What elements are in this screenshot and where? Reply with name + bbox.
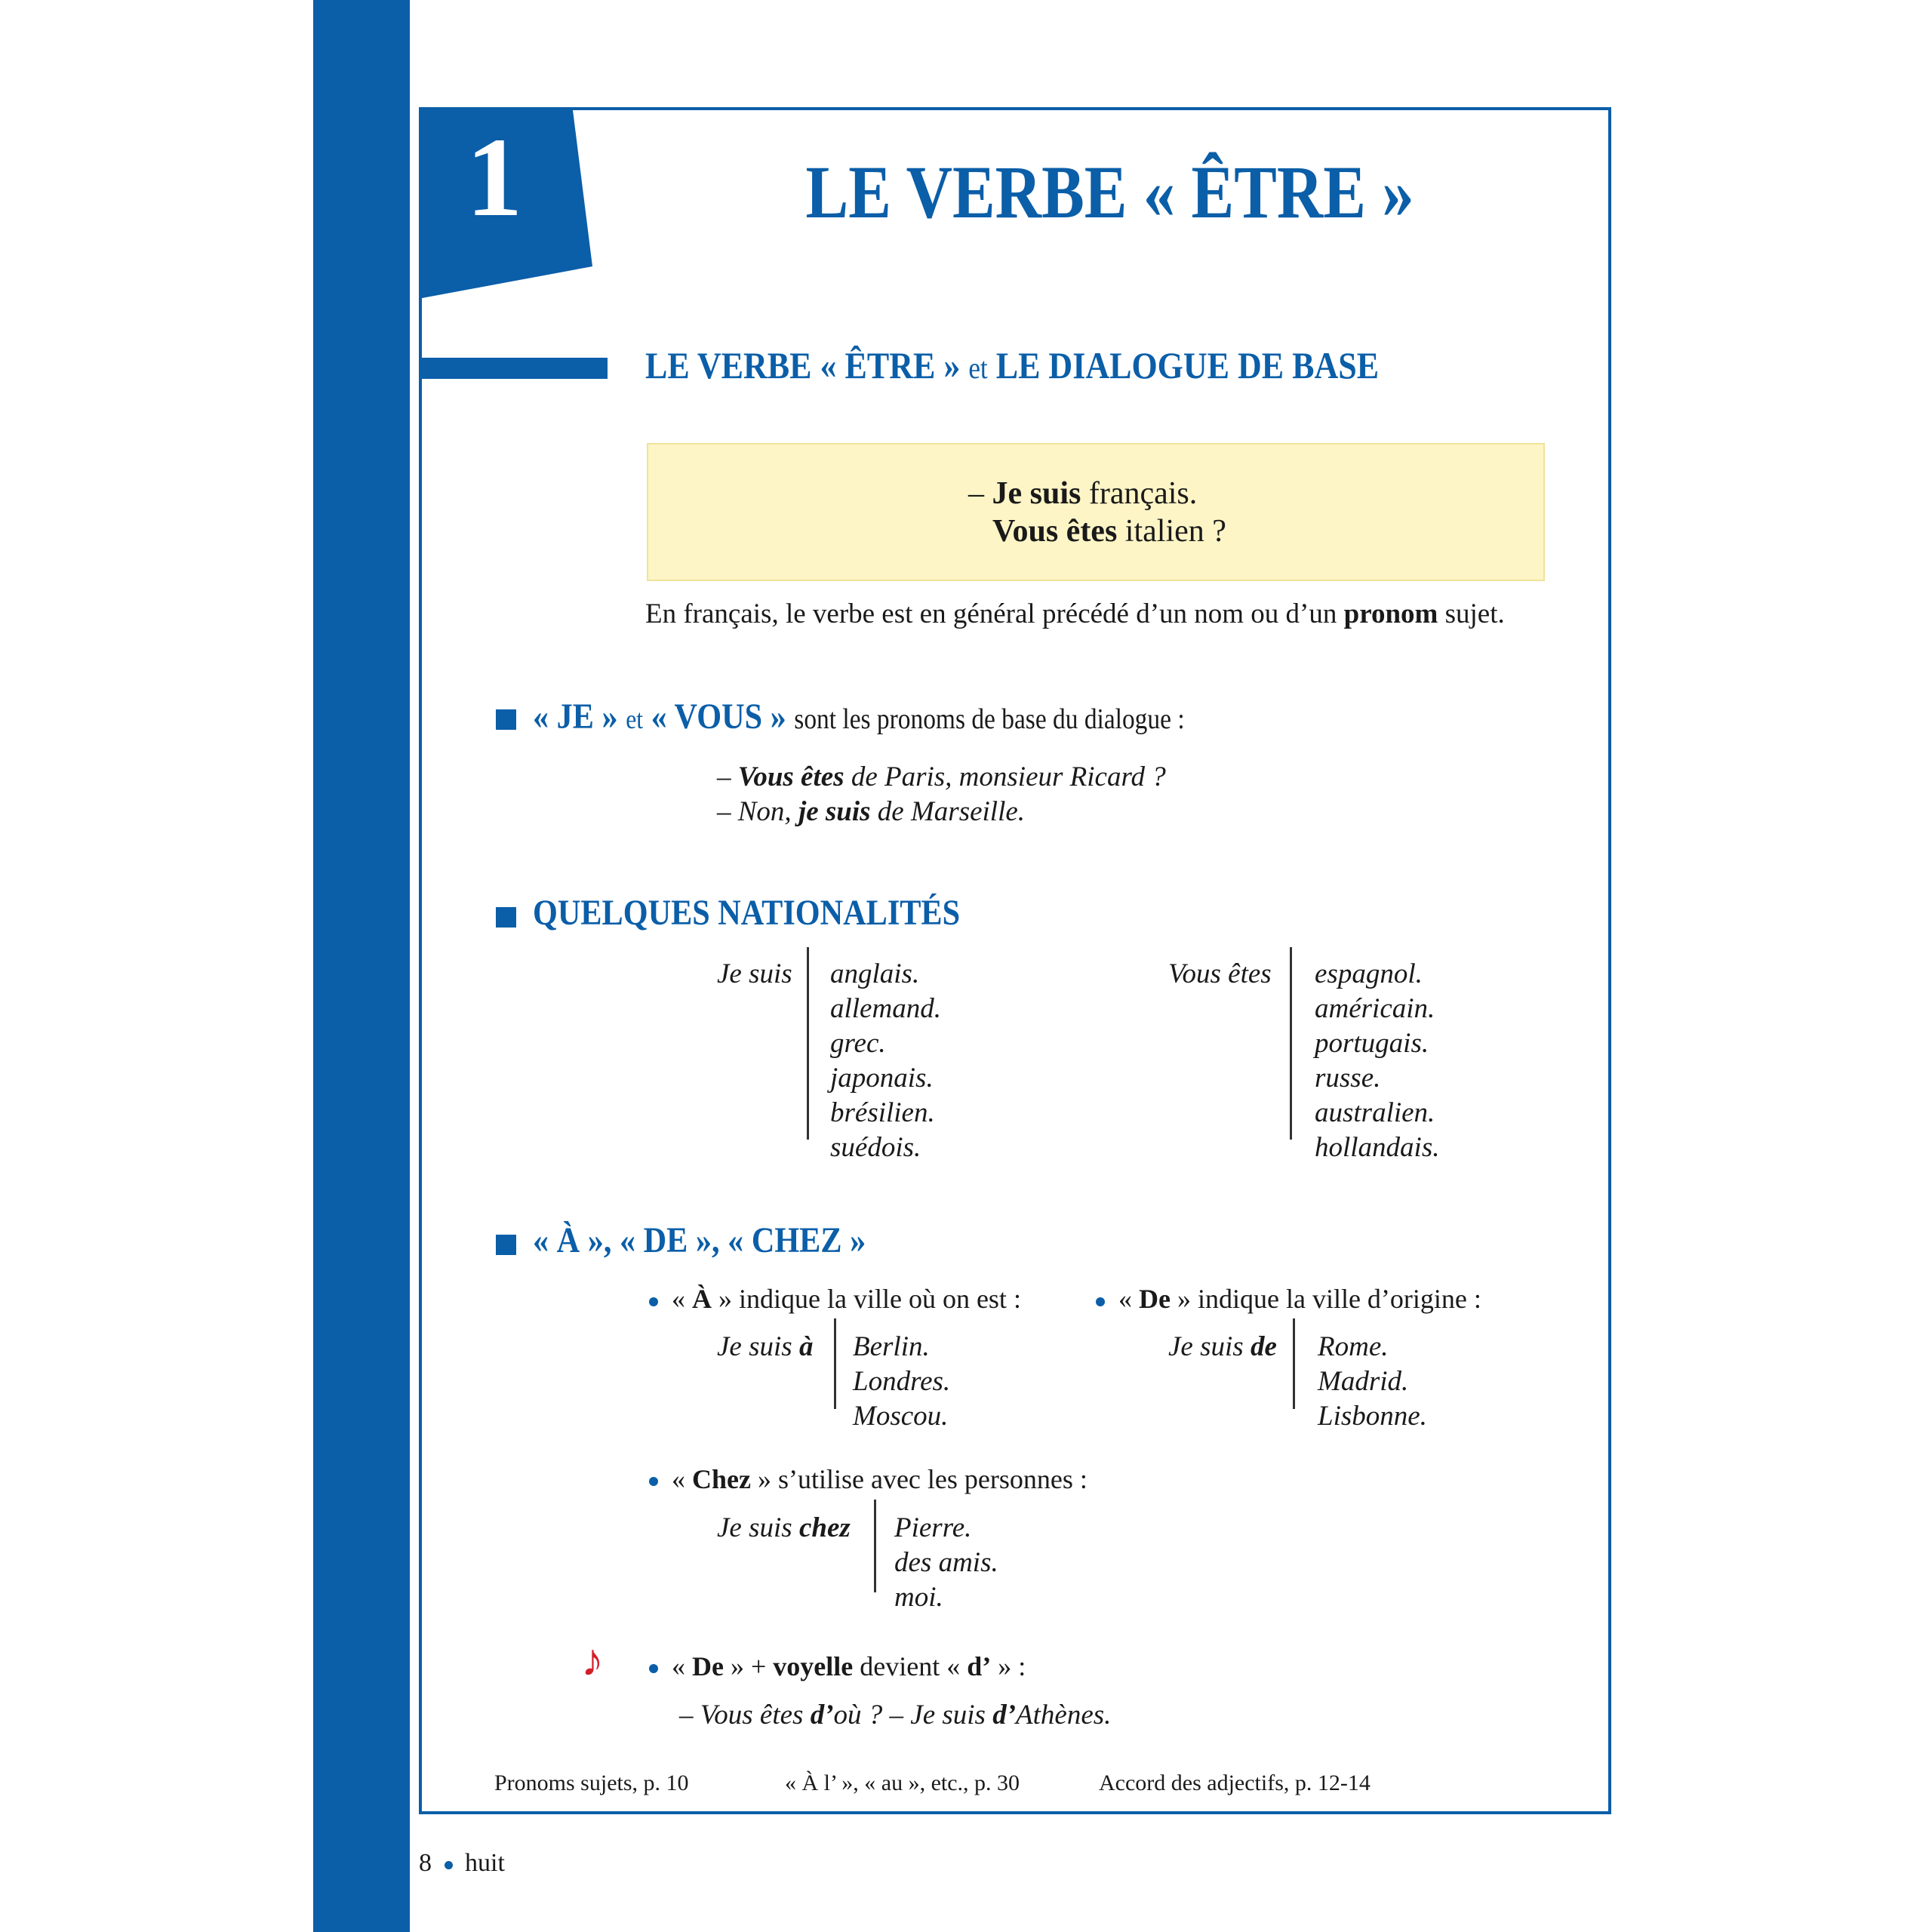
bullet-square: [496, 907, 516, 928]
de-list: [1318, 1330, 1427, 1434]
je-vous-example-2: – Non, je suis de Marseille.: [717, 796, 1026, 827]
je-vous-example-1: – Vous êtes de Paris, monsieur Ricard ?: [717, 761, 1166, 792]
chez-rule: « Chez » s’utilise avec les personnes :: [672, 1464, 1088, 1494]
list-item: grec.: [830, 1028, 886, 1059]
footer-ref-pronoms: Pronoms sujets, p. 10: [494, 1770, 689, 1795]
list-item: brésilien.: [830, 1097, 935, 1128]
a-divider: [834, 1318, 836, 1409]
nat-right-divider: [1290, 947, 1292, 1140]
example-line-1: – Je suis français.: [968, 476, 1198, 511]
example-line-2: Vous êtes italien ?: [992, 514, 1226, 549]
bullet-square: [496, 709, 516, 730]
bullet-dot: [445, 1861, 453, 1869]
a-rule: « À » indique la ville où on est :: [672, 1284, 1021, 1314]
bullet-dot: [649, 1477, 658, 1486]
nat-left-subject: Je suis: [717, 958, 792, 989]
chapter-number: 1: [466, 115, 523, 240]
intro-paragraph: En français, le verbe est en général précédé d’un nom ou d’un pronom sujet.: [645, 598, 1505, 629]
page-number: 8 huit: [419, 1849, 505, 1877]
nat-left-list: [830, 957, 941, 1165]
list-item: Rome.: [1318, 1331, 1389, 1362]
a-subject: Je suis à: [717, 1331, 814, 1362]
list-item: des amis.: [894, 1547, 998, 1578]
de-subject: Je suis de: [1168, 1331, 1277, 1362]
list-item: américain.: [1315, 993, 1435, 1024]
de-divider: [1293, 1318, 1295, 1409]
list-item: Madrid.: [1318, 1366, 1409, 1397]
nat-left-divider: [807, 947, 809, 1140]
section-bar: [422, 358, 608, 379]
nationalites-heading: QUELQUES NATIONALITÉS: [533, 893, 961, 933]
de-rule: « De » indique la ville d’origine :: [1118, 1284, 1481, 1314]
prepositions-heading: « À », « DE », « CHEZ »: [533, 1220, 866, 1260]
list-item: russe.: [1315, 1063, 1381, 1094]
footer-ref-a-l: « À l’ », « au », etc., p. 30: [785, 1770, 1020, 1795]
elision-rule: « De » + voyelle devient « d’ » :: [672, 1651, 1026, 1681]
a-list: [853, 1330, 950, 1434]
bullet-square: [496, 1235, 516, 1255]
list-item: espagnol.: [1315, 958, 1423, 989]
list-item: allemand.: [830, 993, 941, 1024]
list-item: Moscou.: [853, 1401, 949, 1432]
nat-right-list: [1315, 957, 1440, 1165]
nat-right-subject: Vous êtes: [1168, 958, 1272, 989]
bullet-dot: [649, 1297, 658, 1306]
bullet-dot: [649, 1664, 658, 1673]
music-note-icon: ♪: [581, 1635, 604, 1685]
list-item: suédois.: [830, 1132, 921, 1163]
je-vous-heading: « JE » et « VOUS » sont les pronoms de base du dialogue :: [533, 697, 1185, 737]
bullet-dot: [1096, 1297, 1105, 1306]
list-item: Lisbonne.: [1318, 1401, 1427, 1432]
chez-list: [894, 1511, 998, 1615]
list-item: Berlin.: [853, 1331, 930, 1362]
chez-subject: Je suis chez: [717, 1512, 851, 1543]
list-item: Londres.: [853, 1366, 951, 1397]
list-item: moi.: [894, 1582, 943, 1613]
list-item: japonais.: [830, 1063, 934, 1094]
list-item: anglais.: [830, 958, 920, 989]
list-item: Pierre.: [894, 1512, 972, 1543]
chez-divider: [874, 1500, 876, 1592]
chapter-title: LE VERBE « ÊTRE »: [805, 150, 1414, 234]
footer-ref-accord: Accord des adjectifs, p. 12-14: [1099, 1770, 1371, 1795]
list-item: portugais.: [1315, 1028, 1429, 1059]
list-item: hollandais.: [1315, 1132, 1440, 1163]
list-item: australien.: [1315, 1097, 1435, 1128]
blue-sidebar: [313, 0, 410, 1932]
section-title: LE VERBE « ÊTRE » et LE DIALOGUE DE BASE: [645, 344, 1380, 386]
elision-example: – Vous êtes d’où ? – Je suis d’Athènes.: [679, 1700, 1112, 1730]
